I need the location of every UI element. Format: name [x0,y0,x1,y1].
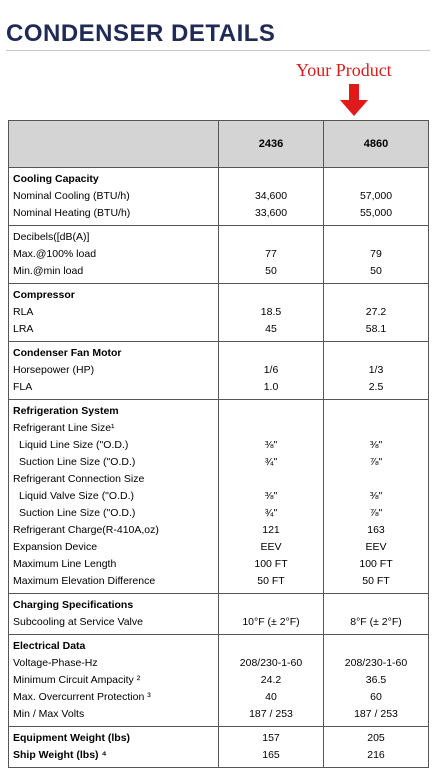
row-value: 205 [367,732,385,744]
row-label: Electrical Data [13,640,86,652]
row-label: Refrigerant Connection Size [13,473,145,485]
section-labels [9,594,219,635]
row-label: Max.@100% load [13,248,97,260]
row-value: 27.2 [365,306,387,318]
row-value: 208/230-1-60 [344,657,408,669]
row-label: Min.@min load [13,265,84,277]
section-values-4860 [324,635,429,727]
section-values-2436 [219,168,324,226]
row-value: ⅜" [264,439,278,451]
row-value: 157 [262,732,280,744]
row-value [223,229,319,246]
row-label: Equipment Weight (lbs) [13,732,131,744]
section-labels [9,226,219,284]
table-section [9,594,429,635]
header-row [9,121,429,168]
row-value [328,638,424,655]
row-value: ¾" [264,507,278,519]
row-label: Min / Max Volts [13,708,85,720]
row-value: ⅜" [264,490,278,502]
row-value [223,403,319,420]
row-value [223,638,319,655]
row-value: 50 FT [362,575,390,587]
section-values-2436 [219,342,324,400]
row-value [328,403,424,420]
row-value [328,345,424,362]
row-value: ⅜" [369,490,383,502]
row-value [328,171,424,188]
row-label: Refrigerant Charge(R-410A,oz) [13,524,159,536]
row-value: 208/230-1-60 [239,657,303,669]
section-values-4860 [324,226,429,284]
section-values-2436 [219,400,324,594]
row-value: 55,000 [359,207,393,219]
row-value [223,345,319,362]
down-arrow-icon [340,84,368,116]
section-values-2436 [219,284,324,342]
section-values-4860 [324,594,429,635]
header-blank [9,121,219,168]
row-label: Condenser Fan Motor [13,347,122,359]
table-section [9,635,429,727]
table-section [9,226,429,284]
row-value [223,420,319,437]
row-value [328,471,424,488]
section-values-4860 [324,727,429,768]
table-section [9,400,429,594]
row-label: Subcooling at Service Valve [13,616,143,628]
section-labels [9,727,219,768]
section-values-2436 [219,594,324,635]
specs-table [8,120,429,768]
row-label: RLA [13,306,34,318]
row-value [328,420,424,437]
row-value: 57,000 [359,190,393,202]
row-value: 58.1 [365,323,387,335]
row-label: Liquid Valve Size ("O.D.) [19,490,134,502]
section-values-4860 [324,400,429,594]
row-value: 2.5 [368,381,384,393]
row-value: 50 [265,265,277,277]
section-values-4860 [324,284,429,342]
section-values-4860 [324,342,429,400]
header-model-4860: 4860 [324,121,429,168]
section-values-2436 [219,226,324,284]
row-label: Expansion Device [13,541,98,553]
row-value: EEV [365,541,387,553]
section-labels [9,284,219,342]
row-label: Refrigerant Line Size¹ [13,422,115,434]
row-value: ⅞" [369,507,383,519]
row-value: 33,600 [254,207,288,219]
row-label: Refrigeration System [13,405,119,417]
row-value: 36.5 [365,674,387,686]
row-value: 8°F (± 2°F) [350,616,402,628]
your-product-label: Your Product [296,60,392,80]
row-value: 34,600 [254,190,288,202]
row-value [223,287,319,304]
section-values-2436 [219,635,324,727]
row-label: Nominal Cooling (BTU/h) [13,190,130,202]
section-labels [9,635,219,727]
row-value: ⅜" [369,439,383,451]
row-value: 45 [265,323,277,335]
section-labels [9,400,219,594]
row-label: Max. Overcurrent Protection ³ [13,691,151,703]
row-label: Maximum Elevation Difference [13,575,156,587]
row-label: Nominal Heating (BTU/h) [13,207,131,219]
row-label: Cooling Capacity [13,173,99,185]
table-section [9,727,429,768]
section-labels [9,168,219,226]
row-value: 100 FT [254,558,288,570]
row-label: Minimum Circuit Ampacity ² [13,674,141,686]
title-divider [6,50,430,51]
row-value: 165 [262,749,280,761]
row-label: Suction Line Size ("O.D.) [19,456,136,468]
row-label: Maximum Line Length [13,558,117,570]
row-label: Voltage-Phase-Hz [13,657,98,669]
section-values-4860 [324,168,429,226]
row-label: Compressor [13,289,75,301]
row-value: 1.0 [263,381,279,393]
table-section [9,342,429,400]
row-value: EEV [260,541,282,553]
row-value: 163 [367,524,385,536]
row-label: Liquid Line Size ("O.D.) [19,439,129,451]
table-section [9,168,429,226]
row-value: 18.5 [260,306,282,318]
row-value [328,597,424,614]
row-label: Decibels([dB(A)] [13,231,90,243]
row-label: FLA [13,381,33,393]
row-value: 187 / 253 [249,708,293,720]
row-label: Ship Weight (lbs) ⁴ [13,749,107,761]
row-value [223,471,319,488]
row-label: Suction Line Size ("O.D.) [19,507,136,519]
row-value: ¾" [264,456,278,468]
row-value [328,229,424,246]
row-value: 1/6 [263,364,279,376]
row-label: Horsepower (HP) [13,364,95,376]
row-label: Charging Specifications [13,599,134,611]
header-model-2436: 2436 [219,121,324,168]
row-value: 50 FT [257,575,285,587]
page-title: CONDENSER DETAILS [6,20,276,47]
row-value: ⅞" [369,456,383,468]
row-value: 79 [370,248,382,260]
row-value: 10°F (± 2°F) [242,616,300,628]
row-value: 100 FT [359,558,393,570]
row-value: 77 [265,248,277,260]
row-value: 24.2 [260,674,282,686]
row-value [223,171,319,188]
row-value [223,597,319,614]
row-value: 60 [370,691,382,703]
row-value: 50 [370,265,382,277]
row-value [328,287,424,304]
row-label: LRA [13,323,34,335]
row-value: 40 [265,691,277,703]
row-value: 187 / 253 [354,708,398,720]
row-value: 121 [262,524,280,536]
row-value: 216 [367,749,385,761]
table-section [9,284,429,342]
section-values-2436 [219,727,324,768]
section-labels [9,342,219,400]
row-value: 1/3 [368,364,384,376]
